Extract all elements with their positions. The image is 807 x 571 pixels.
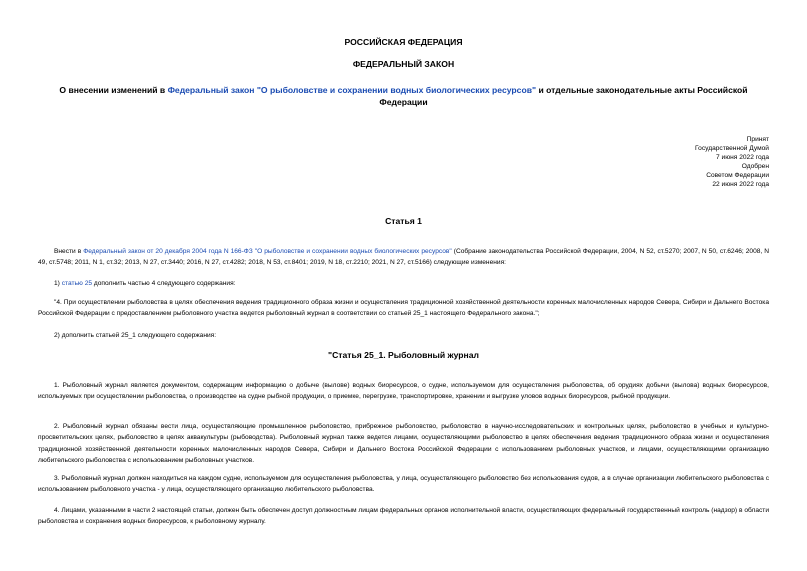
intro-prefix: Внести в — [54, 248, 84, 255]
item1-quote-text: "4. При осуществлении рыболовства в целях обеспечения ведения традиционного образа жизни и осуществления традиционной хозяйственной деятельности коренных малочисленных народов Севера, Сибири и Дальнего Востока Российской Федерации с предоставлением рыболовного участка ведется рыболовный журнал в соответствии со статьей 25_1 настоящего Федерального закона."; — [38, 299, 769, 318]
item2-text: 2) дополнить статьей 25_1 следующего содержания: — [54, 332, 217, 339]
item1-prefix: 1) — [54, 280, 62, 287]
law-title — [38, 85, 769, 108]
intro-law-link[interactable]: Федеральный закон от 20 декабря 2004 года N 166-ФЗ "О рыболовстве и сохранении водных биологических ресурсов" — [83, 248, 452, 255]
part-3-text: 3. Рыболовный журнал должен находиться на каждом судне, используемом для осуществления рыболовства, у лица, осуществляющего рыболовство без использования судов, а в случае организации любительского рыболовства с использованием рыболовного участка - у лица, осуществляющего организацию любительского рыболовства. — [38, 475, 769, 494]
item-2 — [38, 330, 769, 341]
article-25-1-part-1 — [38, 380, 769, 403]
adoption-line: Государственной Думой — [695, 144, 769, 152]
adoption-line: Одобрен — [741, 162, 769, 170]
item-1-quote — [38, 297, 769, 320]
part-4-text: 4. Лицами, указанными в части 2 настоящей статьи, должен быть обеспечен доступ должностным лицам федеральных органов исполнительной власти, осуществляющих федеральный государственный контроль (надзор) в области рыболовства и сохранения водных биоресурсов, к рыболовному журналу. — [38, 507, 769, 526]
country-heading: РОССИЙСКАЯ ФЕДЕРАЦИЯ — [344, 37, 463, 47]
article-25-link[interactable]: статью 25 — [61, 280, 93, 287]
adoption-line: Принят — [746, 136, 769, 143]
title-suffix: и отдельные законодательные акты Российской Федерации — [379, 85, 748, 107]
adoption-line: 7 июня 2022 года — [716, 153, 769, 161]
adoption-block — [569, 136, 769, 189]
item1-suffix: дополнить частью 4 следующего содержания: — [92, 280, 236, 287]
adoption-line: Советом Федерации — [706, 171, 769, 179]
article-1-intro — [38, 246, 769, 269]
article-25-1-heading: "Статья 25_1. Рыболовный журнал — [328, 350, 479, 360]
part-2-text: 2. Рыболовный журнал обязаны вести лица, осуществляющие промышленное рыболовство, прибрежное рыболовство, рыболовство в научно-исследовательских и контрольных целях, рыболовство в учебных и культурно-просветительских целях, рыболовство в целях аквакультуры (рыбоводства). Рыболовный журнал также ведется лицами, осуществляющими рыболовство в целях обеспечения ведения традиционного образа жизни и осуществления традиционной хозяйственной деятельности коренных малочисленных народов Севера, Сибири и Дальнего Востока Российской Федерации с использованием рыболовных участков, и лицами, осуществляющими организацию любительского рыболовства с использованием рыболовных участков. — [38, 423, 769, 465]
title-law-link[interactable]: Федеральный закон "О рыболовстве и сохранении водных биологических ресурсов" — [167, 85, 537, 95]
intro-suffix: (Собрание законодательства Российской Федерации, 2004, N 52, ст.5270; 2007, N 50, ст.6246; 2008, N 49, ст.5748; 2011, N 1, ст.32; 2013, N 27, ст.3440; 2016, N 27, ст.4282; 2018, N 53, ст.8401; 2019, N 18, ст.2210; 2021, N 27, ст.5166) следующие изменения: — [38, 248, 770, 267]
title-prefix: О внесении изменений в — [59, 85, 168, 95]
doc-type-heading: ФЕДЕРАЛЬНЫЙ ЗАКОН — [352, 59, 455, 69]
item-1 — [38, 278, 769, 289]
article-25-1-part-3 — [38, 473, 769, 496]
article-25-1-part-2 — [38, 421, 769, 467]
part-1-text: 1. Рыболовный журнал является документом, содержащим информацию о добыче (вылове) водных биоресурсов, о судне, используемом для осуществления рыболовства, об орудиях добычи (вылова) водных биоресурсов, используемых при осуществлении рыболовства, о производстве на судне рыбной продукции, о приемке, перегрузке, транспортировке, хранении и выгрузке уловов водных биоресурсов, рыбной продукции. — [38, 382, 769, 401]
article-1-heading: Статья 1 — [385, 216, 422, 226]
adoption-line: 22 июня 2022 года — [712, 180, 769, 188]
article-25-1-part-4 — [38, 505, 769, 528]
